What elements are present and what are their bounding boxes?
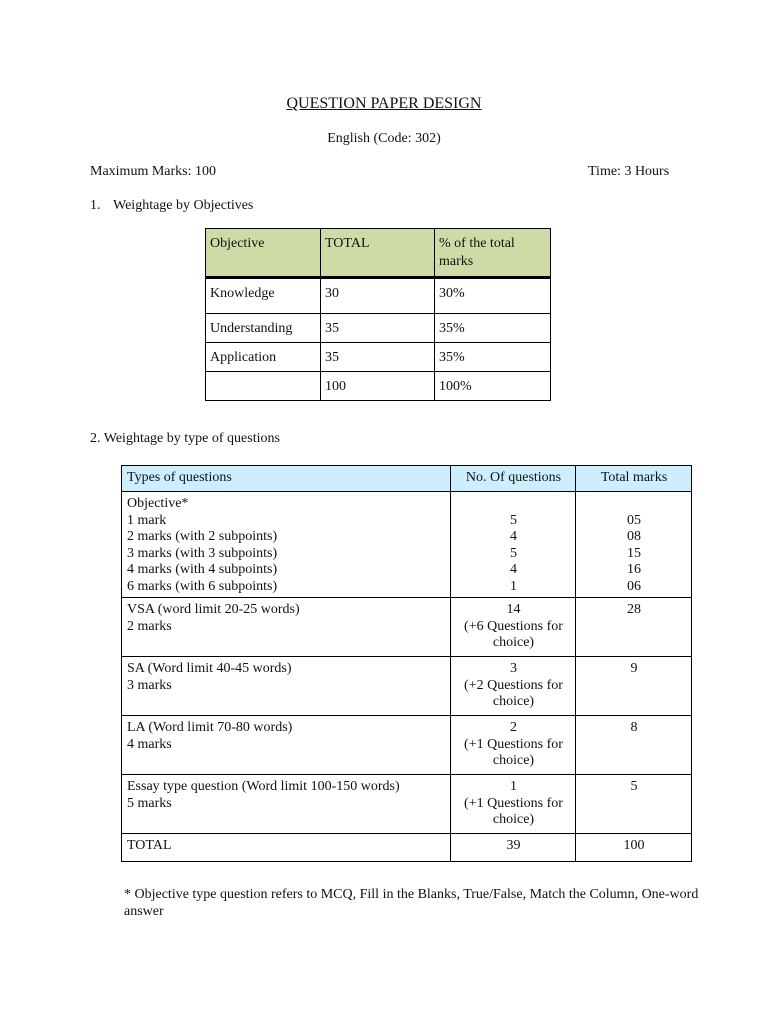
section-heading-question-types: 2. Weightage by type of questions: [90, 431, 280, 446]
marks-cell: [576, 492, 692, 598]
section-heading-objectives: [90, 198, 253, 214]
header-objective: Objective: [206, 229, 321, 278]
type-cell: [122, 657, 451, 716]
header-count: No. Of questions: [451, 466, 576, 492]
type-line: SA (Word limit 40-45 words): [127, 661, 292, 676]
count-value: 3: [510, 661, 517, 676]
count-value: 4: [510, 529, 517, 544]
marks-value: 05: [627, 512, 641, 528]
total-cell: 30: [321, 278, 435, 314]
count-value: 2: [510, 720, 517, 735]
type-line: 3 marks: [127, 677, 172, 693]
page-title: QUESTION PAPER DESIGN: [286, 95, 482, 112]
type-cell: [122, 598, 451, 657]
marks-cell: 8: [576, 716, 692, 775]
type-line: LA (Word limit 70-80 words): [127, 720, 293, 735]
count-value: 5: [510, 512, 517, 528]
table-row-total: [206, 372, 551, 401]
maximum-marks: Maximum Marks: 100: [90, 164, 216, 179]
type-cell: [122, 775, 451, 834]
marks-value: 06: [627, 578, 641, 594]
objective-cell: Knowledge: [206, 278, 321, 314]
count-value: 4: [510, 562, 517, 577]
count-value: 5: [510, 545, 517, 561]
percent-cell: 100%: [435, 372, 551, 401]
question-types-table: [121, 465, 692, 862]
type-line: 1 mark: [127, 512, 167, 528]
header-marks: Total marks: [576, 466, 692, 492]
header-percent: % of the total marks: [435, 229, 551, 278]
marks-cell: 5: [576, 775, 692, 834]
objectives-table: [205, 228, 551, 401]
table-row-objective: [122, 492, 692, 598]
objective-cell: Understanding: [206, 314, 321, 343]
table-row-la: [122, 716, 692, 775]
marks-value: 15: [627, 545, 641, 561]
total-cell: 35: [321, 314, 435, 343]
type-line: 6 marks (with 6 subpoints): [127, 578, 278, 594]
marks-value: 16: [627, 562, 641, 577]
section-title: Weightage by Objectives: [113, 198, 254, 213]
percent-cell: 35%: [435, 314, 551, 343]
marks-cell: 28: [576, 598, 692, 657]
objective-cell: [206, 372, 321, 401]
table-row-sa: [122, 657, 692, 716]
total-marks: 100: [576, 834, 692, 862]
count-value: 1: [510, 779, 517, 794]
table-row: [206, 314, 551, 343]
table-row-vsa: [122, 598, 692, 657]
count-value: 1: [510, 578, 517, 594]
footnote: * Objective type question refers to MCQ, Fill in the Blanks, True/False, Match the Column, One-word answer: [124, 887, 699, 919]
marks-cell: 9: [576, 657, 692, 716]
total-count: 39: [451, 834, 576, 862]
subject-code: English (Code: 302): [327, 131, 441, 146]
count-cell: [451, 657, 576, 716]
choice-note: (+6 Questions for choice): [464, 618, 563, 650]
type-line: Objective*: [127, 496, 189, 511]
percent-cell: 30%: [435, 278, 551, 314]
total-label: TOTAL: [122, 834, 451, 862]
choice-note: (+1 Questions for choice): [464, 736, 563, 768]
table-header-row: [122, 466, 692, 492]
section-number: 1.: [90, 198, 101, 213]
percent-cell: 35%: [435, 343, 551, 372]
header-types: Types of questions: [122, 466, 451, 492]
table-row-essay: [122, 775, 692, 834]
type-line: Essay type question (Word limit 100-150 words): [127, 779, 400, 794]
count-cell: [451, 775, 576, 834]
total-cell: 35: [321, 343, 435, 372]
type-line: 2 marks: [127, 618, 172, 634]
type-cell: [122, 492, 451, 598]
objective-cell: Application: [206, 343, 321, 372]
time-allowed: Time: 3 Hours: [588, 164, 670, 179]
type-cell: [122, 716, 451, 775]
header-total: TOTAL: [321, 229, 435, 278]
count-cell: [451, 598, 576, 657]
table-row: [206, 278, 551, 314]
choice-note: (+1 Questions for choice): [464, 795, 563, 827]
table-row-total: [122, 834, 692, 862]
marks-value: 08: [627, 529, 641, 544]
type-line: 4 marks (with 4 subpoints): [127, 562, 278, 577]
count-value: 14: [506, 602, 521, 617]
type-line: 4 marks: [127, 736, 172, 752]
table-header-row: [206, 229, 551, 278]
type-line: 2 marks (with 2 subpoints): [127, 529, 278, 544]
type-line: VSA (word limit 20-25 words): [127, 602, 300, 617]
total-cell: 100: [321, 372, 435, 401]
count-cell: [451, 492, 576, 598]
count-cell: [451, 716, 576, 775]
table-row: [206, 343, 551, 372]
type-line: 5 marks: [127, 795, 172, 811]
type-line: 3 marks (with 3 subpoints): [127, 545, 278, 561]
choice-note: (+2 Questions for choice): [464, 677, 563, 709]
